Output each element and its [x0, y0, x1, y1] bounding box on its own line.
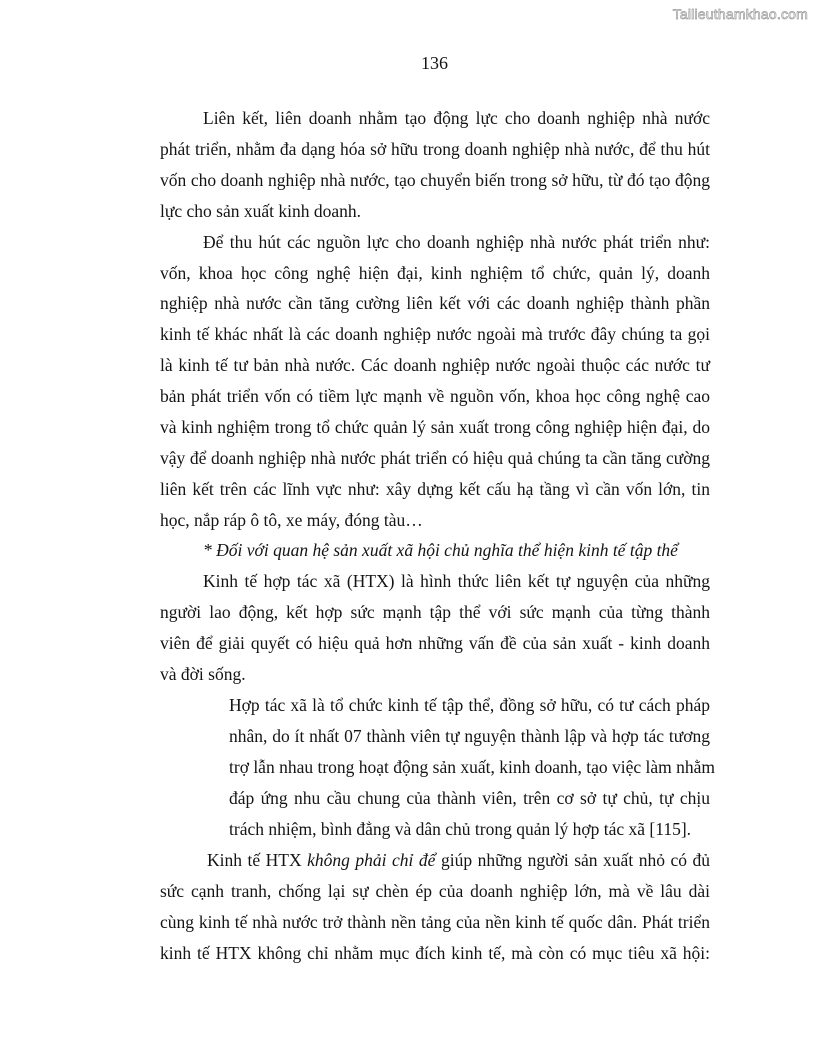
paragraph-1-line-2: phát triển, nhằm đa dạng hóa sở hữu trong doanh nghiệp nhà nước, để thu hút — [160, 139, 710, 159]
section-heading-text: * Đối với quan hệ sản xuất xã hội chủ nghĩa thể hiện kinh tế tập thể — [203, 540, 678, 560]
paragraph-1-line-3: vốn cho doanh nghiệp nhà nước, tạo chuyển biến trong sở hữu, từ đó tạo động — [160, 170, 710, 190]
paragraph-3-line-2: người lao động, kết hợp sức mạnh tập thể với sức mạnh của từng thành — [160, 602, 710, 622]
watermark: Tailieuthamkhao.com — [672, 6, 808, 22]
paragraph-1-line-4: lực cho sản xuất kinh doanh. — [160, 201, 361, 221]
paragraph-2-line-8: vậy để doanh nghiệp nhà nước phát triển có hiệu quả chúng ta cần tăng cường — [160, 448, 710, 468]
paragraph-4-line-1-end: giúp những người sản xuất nhỏ có đủ — [435, 850, 710, 870]
quote-line-1: Hợp tác xã là tổ chức kinh tế tập thể, đồng sở hữu, có tư cách pháp — [229, 695, 710, 715]
paragraph-3-line-1: Kinh tế hợp tác xã (HTX) là hình thức liên kết tự nguyện của những — [203, 571, 710, 591]
paragraph-1-line-1: Liên kết, liên doanh nhằm tạo động lực cho doanh nghiệp nhà nước — [203, 108, 710, 128]
paragraph-4-line-1-start: Kinh tế HTX — [207, 850, 308, 870]
quote-line-3: trợ lẫn nhau trong hoạt động sản xuất, kinh doanh, tạo việc làm nhằm — [229, 757, 716, 777]
quote-line-4: đáp ứng nhu cầu chung của thành viên, trên cơ sở tự chủ, tự chịu — [229, 788, 710, 808]
paragraph-2-line-9: liên kết trên các lĩnh vực như: xây dựng kết cấu hạ tầng vì cần vốn lớn, tin — [160, 479, 710, 499]
paragraph-4-line-2: sức cạnh tranh, chống lại sự chèn ép của doanh nghiệp lớn, mà về lâu dài — [160, 881, 710, 901]
paragraph-2-line-6: bản phát triển vốn có tiềm lực mạnh về nguồn vốn, khoa học công nghệ cao — [160, 386, 710, 406]
paragraph-2-line-7: và kinh nghiệm trong tổ chức quản lý sản xuất trong công nghiệp hiện đại, do — [160, 417, 710, 437]
quote-line-2: nhân, do ít nhất 07 thành viên tự nguyện thành lập và hợp tác tương — [229, 726, 710, 746]
paragraph-3-line-4: và đời sống. — [160, 664, 246, 684]
paragraph-4-line-1 — [207, 845, 710, 875]
paragraph-2-line-2: vốn, khoa học công nghệ hiện đại, kinh nghiệm tổ chức, quản lý, doanh — [160, 263, 710, 283]
paragraph-2-line-5: là kinh tế tư bản nhà nước. Các doanh nghiệp nước ngoài thuộc các nước tư — [160, 355, 710, 375]
section-heading — [203, 535, 710, 565]
quote-line-5: trách nhiệm, bình đẳng và dân chủ trong quản lý hợp tác xã [115]. — [229, 819, 692, 839]
paragraph-4-line-3: cùng kinh tế nhà nước trở thành nền tảng của nền kinh tế quốc dân. Phát triển — [160, 912, 710, 932]
page-number: 136 — [421, 53, 448, 73]
paragraph-2-line-1: Để thu hút các nguồn lực cho doanh nghiệp nhà nước phát triển như: — [203, 232, 710, 252]
paragraph-2-line-3: nghiệp nhà nước cần tăng cường liên kết với các doanh nghiệp thành phần — [160, 293, 710, 313]
paragraph-2-line-4: kinh tế khác nhất là các doanh nghiệp nước ngoài mà trước đây chúng ta gọi — [160, 324, 710, 344]
paragraph-4-italic-phrase: không phải chỉ để — [307, 850, 436, 870]
paragraph-3-line-3: viên để giải quyết có hiệu quả hơn những vấn đề của sản xuất - kinh doanh — [160, 633, 710, 653]
paragraph-2-line-10: học, nắp ráp ô tô, xe máy, đóng tàu… — [160, 510, 423, 530]
paragraph-4-line-4: kinh tế HTX không chỉ nhằm mục đích kinh tế, mà còn có mục tiêu xã hội: — [160, 943, 710, 963]
